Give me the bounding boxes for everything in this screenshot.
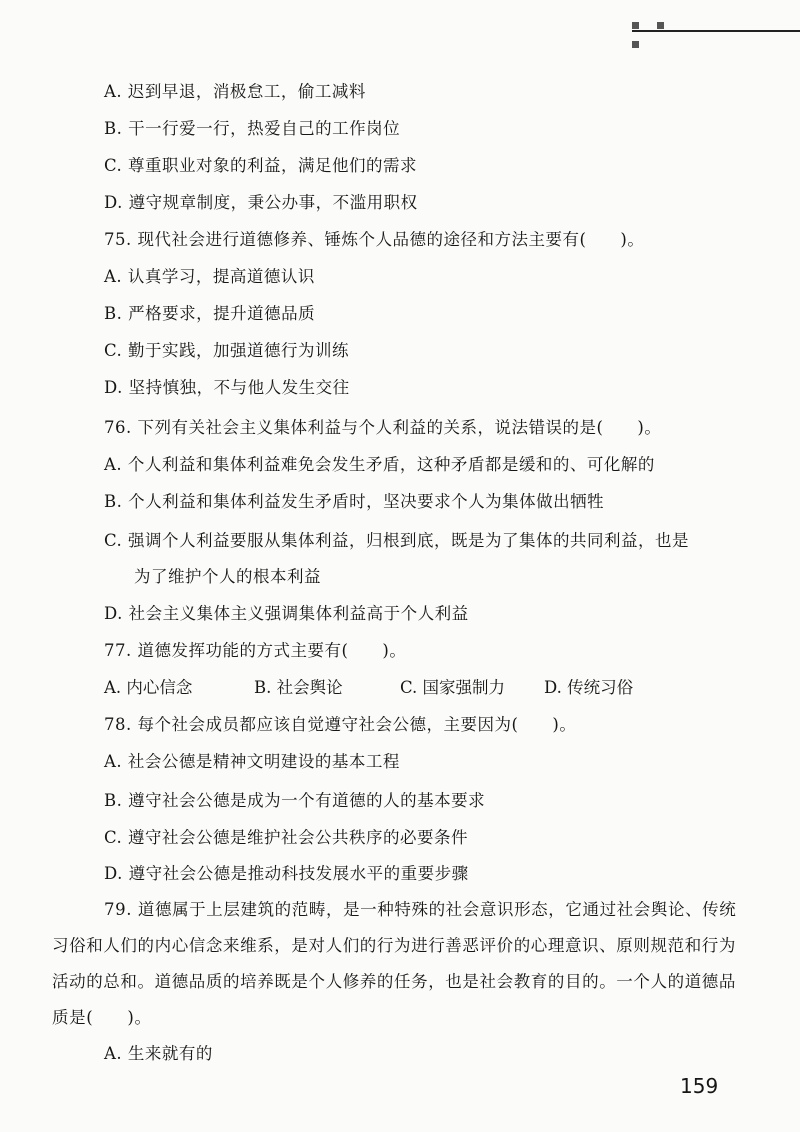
q75-option-a: A. 认真学习，提高道德认识 xyxy=(104,267,315,286)
q78-option-d: D. 遵守社会公德是推动科技发展水平的重要步骤 xyxy=(104,864,469,883)
q74-option-a: A. 迟到早退，消极怠工，偷工减料 xyxy=(104,82,366,101)
q75-option-d: D. 坚持慎独，不与他人发生交往 xyxy=(104,378,350,397)
question-75: 75. 现代社会进行道德修养、锤炼个人品德的途径和方法主要有( )。 xyxy=(104,230,645,249)
q78-option-b: B. 遵守社会公德是成为一个有道德的人的基本要求 xyxy=(104,791,486,810)
q77-option-b: B. 社会舆论 xyxy=(254,678,343,697)
q74-option-c: C. 尊重职业对象的利益，满足他们的需求 xyxy=(104,156,418,175)
q77-option-c: C. 国家强制力 xyxy=(400,678,506,697)
q78-option-c: C. 遵守社会公德是维护社会公共秩序的必要条件 xyxy=(104,828,469,847)
q79-option-a: A. 生来就有的 xyxy=(104,1044,213,1063)
q77-options xyxy=(104,674,633,698)
q74-option-b: B. 干一行爱一行，热爱自己的工作岗位 xyxy=(104,119,401,138)
q76-option-c-continued: 为了维护个人的根本利益 xyxy=(134,567,321,586)
q78-option-a: A. 社会公德是精神文明建设的基本工程 xyxy=(104,752,400,771)
q74-option-d: D. 遵守规章制度，秉公办事，不滥用职权 xyxy=(104,193,418,212)
question-79: 79. 道德属于上层建筑的范畴，是一种特殊的社会意识形态，它通过社会舆论、传统习俗和人们的内心信念来维系，是对人们的行为进行善恶评价的心理意识、原则规范和行为活动的总和。道德品质的培养既是个人修养的任务，也是社会教育的目的。一个人的道德品质是( )。 xyxy=(52,900,737,1027)
q75-option-b: B. 严格要求，提升道德品质 xyxy=(104,304,316,323)
header-rule xyxy=(632,30,800,32)
question-76: 76. 下列有关社会主义集体利益与个人利益的关系，说法错误的是( )。 xyxy=(104,418,662,437)
question-77: 77. 道德发挥功能的方式主要有( )。 xyxy=(104,641,407,660)
q76-option-b: B. 个人利益和集体利益发生矛盾时，坚决要求个人为集体做出牺牲 xyxy=(104,492,605,511)
q76-option-c: C. 强调个人利益要服从集体利益，归根到底，既是为了集体的共同利益，也是 xyxy=(104,531,690,550)
header-decoration xyxy=(632,14,704,28)
q77-option-a: A. 内心信念 xyxy=(104,678,193,697)
page-number: 159 xyxy=(680,1074,719,1098)
q77-option-d: D. 传统习俗 xyxy=(544,678,634,697)
question-78: 78. 每个社会成员都应该自觉遵守社会公德，主要因为( )。 xyxy=(104,715,577,734)
q76-option-d: D. 社会主义集体主义强调集体利益高于个人利益 xyxy=(104,604,469,623)
q76-option-a: A. 个人利益和集体利益难免会发生矛盾，这种矛盾都是缓和的、可化解的 xyxy=(104,455,655,474)
q75-option-c: C. 勤于实践，加强道德行为训练 xyxy=(104,341,350,360)
